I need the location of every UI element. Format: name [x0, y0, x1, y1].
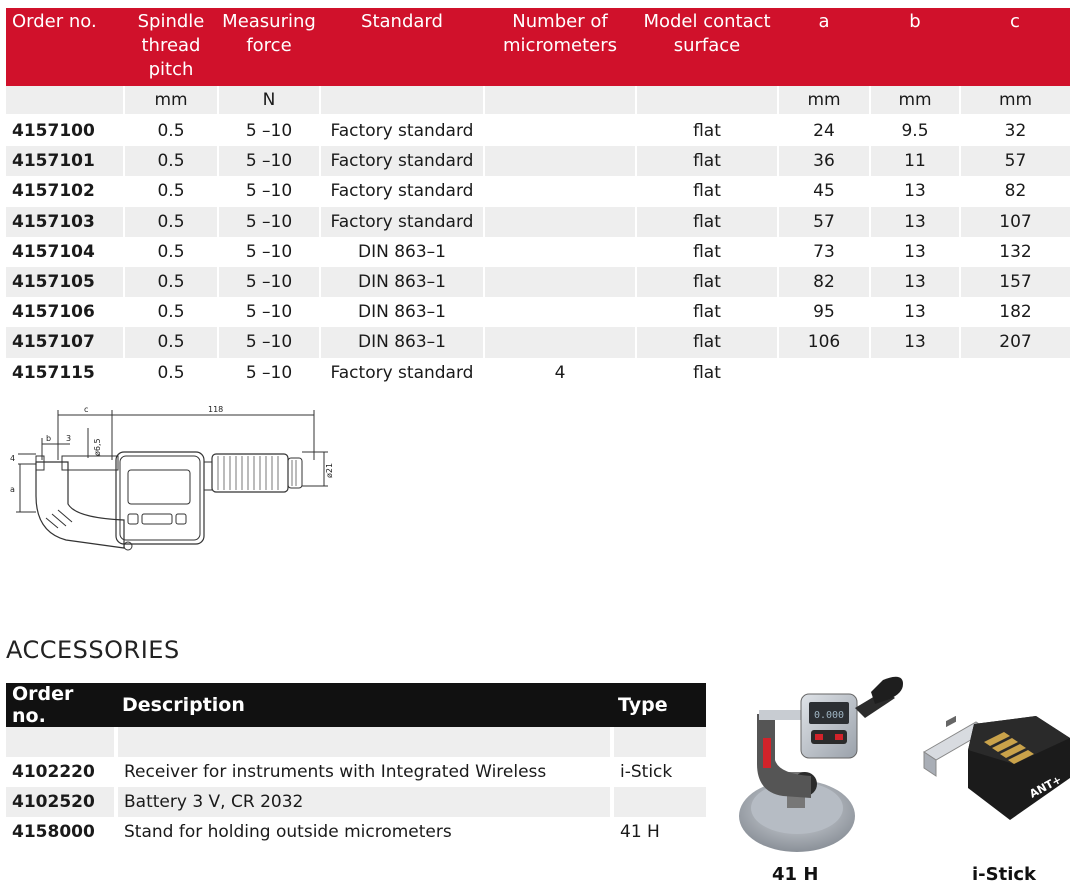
col-header-order: Order no. [6, 8, 124, 86]
spec-pitch-cell: 0.5 [124, 358, 218, 388]
spec-force-cell: 5 –10 [218, 267, 320, 297]
table-row [6, 146, 1070, 176]
spec-force-cell: 5 –10 [218, 176, 320, 206]
acc-header-type: Type [612, 683, 706, 727]
acc-description-cell: Receiver for instruments with Integrated Wireless [116, 757, 612, 787]
col-header-b: b [870, 8, 960, 86]
unit-cell [6, 86, 124, 115]
spec-b-cell: 13 [870, 267, 960, 297]
spec-a-cell: 73 [778, 237, 870, 267]
ant-logo-text: ANT+ [1027, 772, 1064, 801]
unit-cell: mm [870, 86, 960, 115]
spec-c-cell: 32 [960, 115, 1070, 146]
dim-label-4: 4 [10, 454, 16, 463]
table-row [6, 358, 1070, 388]
spec-pitch-cell: 0.5 [124, 146, 218, 176]
spec-b-cell: 13 [870, 327, 960, 357]
spec-surface-cell: flat [636, 297, 778, 327]
i-stick-image [918, 716, 1074, 826]
micrometer-dimension-drawing [6, 400, 336, 560]
spec-order-cell: 4157102 [6, 176, 124, 206]
accessories-title: ACCESSORIES [6, 636, 180, 664]
col-header-a: a [778, 8, 870, 86]
spec-a-cell: 24 [778, 115, 870, 146]
spec-pitch-cell: 0.5 [124, 297, 218, 327]
dim-label-3: 3 [66, 434, 72, 443]
spec-count-cell [484, 237, 636, 267]
accessories-table [6, 683, 706, 847]
spec-surface-cell: flat [636, 207, 778, 237]
spacer-cell [612, 727, 706, 757]
unit-cell: N [218, 86, 320, 115]
spec-order-cell: 4157104 [6, 237, 124, 267]
spec-surface-cell: flat [636, 115, 778, 146]
spec-surface-cell: flat [636, 237, 778, 267]
spec-standard-cell: Factory standard [320, 207, 484, 237]
spec-c-cell: 57 [960, 146, 1070, 176]
spec-a-cell: 57 [778, 207, 870, 237]
spec-force-cell: 5 –10 [218, 358, 320, 388]
dim-label-118: 118 [208, 405, 224, 414]
spec-pitch-cell: 0.5 [124, 176, 218, 206]
stand-caption: 41 H [772, 864, 819, 885]
table-row [6, 757, 706, 787]
acc-type-cell: i-Stick [612, 757, 706, 787]
spec-force-cell: 5 –10 [218, 237, 320, 267]
table-row [6, 207, 1070, 237]
col-header-pitch: Spindle thread pitch [124, 8, 218, 86]
spec-count-cell [484, 297, 636, 327]
spec-b-cell [870, 358, 960, 388]
spec-standard-cell: Factory standard [320, 358, 484, 388]
unit-cell [636, 86, 778, 115]
acc-header-description: Description [116, 683, 612, 727]
spec-pitch-cell: 0.5 [124, 327, 218, 357]
spec-force-cell: 5 –10 [218, 327, 320, 357]
spec-b-cell: 13 [870, 237, 960, 267]
spec-pitch-cell: 0.5 [124, 115, 218, 146]
acc-type-cell [612, 787, 706, 817]
spec-count-cell [484, 176, 636, 206]
stick-caption: i-Stick [972, 864, 1037, 885]
col-header-standard: Standard [320, 8, 484, 86]
spec-surface-cell: flat [636, 358, 778, 388]
spec-standard-cell: DIN 863–1 [320, 327, 484, 357]
spec-c-cell [960, 358, 1070, 388]
spec-c-cell: 82 [960, 176, 1070, 206]
spec-b-cell: 13 [870, 297, 960, 327]
acc-type-cell: 41 H [612, 817, 706, 847]
spec-a-cell: 106 [778, 327, 870, 357]
unit-cell: mm [960, 86, 1070, 115]
dim-label-a: a [10, 485, 15, 494]
table-row [6, 327, 1070, 357]
col-header-surface: Model contact surface [636, 8, 778, 86]
spec-a-cell [778, 358, 870, 388]
spec-order-cell: 4157103 [6, 207, 124, 237]
spec-standard-cell: DIN 863–1 [320, 267, 484, 297]
table-row [6, 267, 1070, 297]
spec-count-cell [484, 115, 636, 146]
spec-force-cell: 5 –10 [218, 146, 320, 176]
acc-order-cell: 4158000 [6, 817, 116, 847]
acc-order-cell: 4102220 [6, 757, 116, 787]
unit-cell: mm [124, 86, 218, 115]
stand-41h-image [735, 668, 910, 858]
acc-order-cell: 4102520 [6, 787, 116, 817]
spec-force-cell: 5 –10 [218, 207, 320, 237]
acc-description-cell: Battery 3 V, CR 2032 [116, 787, 612, 817]
spacer-cell [6, 727, 116, 757]
spec-a-cell: 95 [778, 297, 870, 327]
spec-standard-cell: Factory standard [320, 176, 484, 206]
spec-force-cell: 5 –10 [218, 115, 320, 146]
spec-force-cell: 5 –10 [218, 297, 320, 327]
spec-b-cell: 13 [870, 207, 960, 237]
spec-a-cell: 45 [778, 176, 870, 206]
acc-description-cell: Stand for holding outside micrometers [116, 817, 612, 847]
spec-surface-cell: flat [636, 146, 778, 176]
spec-count-cell [484, 267, 636, 297]
table-row [6, 787, 706, 817]
acc-header-order: Order no. [6, 683, 116, 727]
spec-c-cell: 157 [960, 267, 1070, 297]
spec-order-cell: 4157115 [6, 358, 124, 388]
spec-c-cell: 182 [960, 297, 1070, 327]
spec-standard-cell: Factory standard [320, 115, 484, 146]
spec-a-cell: 36 [778, 146, 870, 176]
spec-b-cell: 11 [870, 146, 960, 176]
spec-standard-cell: DIN 863–1 [320, 237, 484, 267]
units-row [6, 86, 1070, 115]
spec-count-cell: 4 [484, 358, 636, 388]
spec-c-cell: 107 [960, 207, 1070, 237]
spec-pitch-cell: 0.5 [124, 267, 218, 297]
spec-count-cell [484, 207, 636, 237]
unit-cell: mm [778, 86, 870, 115]
table-row [6, 297, 1070, 327]
spec-table [6, 8, 1070, 388]
col-header-count: Number of micrometers [484, 8, 636, 86]
spec-c-cell: 132 [960, 237, 1070, 267]
spec-surface-cell: flat [636, 327, 778, 357]
spec-header-row [6, 8, 1070, 86]
table-row [6, 115, 1070, 146]
dim-label-d21: ø21 [325, 462, 334, 478]
dim-label-b: b [46, 434, 52, 443]
spec-order-cell: 4157106 [6, 297, 124, 327]
unit-cell [484, 86, 636, 115]
col-header-c: c [960, 8, 1070, 86]
spec-order-cell: 4157105 [6, 267, 124, 297]
spec-b-cell: 13 [870, 176, 960, 206]
spec-a-cell: 82 [778, 267, 870, 297]
spec-standard-cell: DIN 863–1 [320, 297, 484, 327]
spec-order-cell: 4157101 [6, 146, 124, 176]
spacer-cell [116, 727, 612, 757]
spec-pitch-cell: 0.5 [124, 237, 218, 267]
spec-order-cell: 4157107 [6, 327, 124, 357]
spec-b-cell: 9.5 [870, 115, 960, 146]
dim-label-d65: ø6,5 [93, 438, 102, 456]
table-row [6, 176, 1070, 206]
spec-count-cell [484, 146, 636, 176]
spec-count-cell [484, 327, 636, 357]
table-row [6, 817, 706, 847]
stand-display-text: 0.000 [813, 710, 845, 721]
accessories-header-row [6, 683, 706, 727]
acc-spacer-row [6, 727, 706, 757]
spec-surface-cell: flat [636, 267, 778, 297]
spec-order-cell: 4157100 [6, 115, 124, 146]
spec-standard-cell: Factory standard [320, 146, 484, 176]
spec-c-cell: 207 [960, 327, 1070, 357]
table-row [6, 237, 1070, 267]
dim-label-c: c [84, 405, 89, 414]
unit-cell [320, 86, 484, 115]
col-header-force: Measuring force [218, 8, 320, 86]
spec-surface-cell: flat [636, 176, 778, 206]
spec-pitch-cell: 0.5 [124, 207, 218, 237]
